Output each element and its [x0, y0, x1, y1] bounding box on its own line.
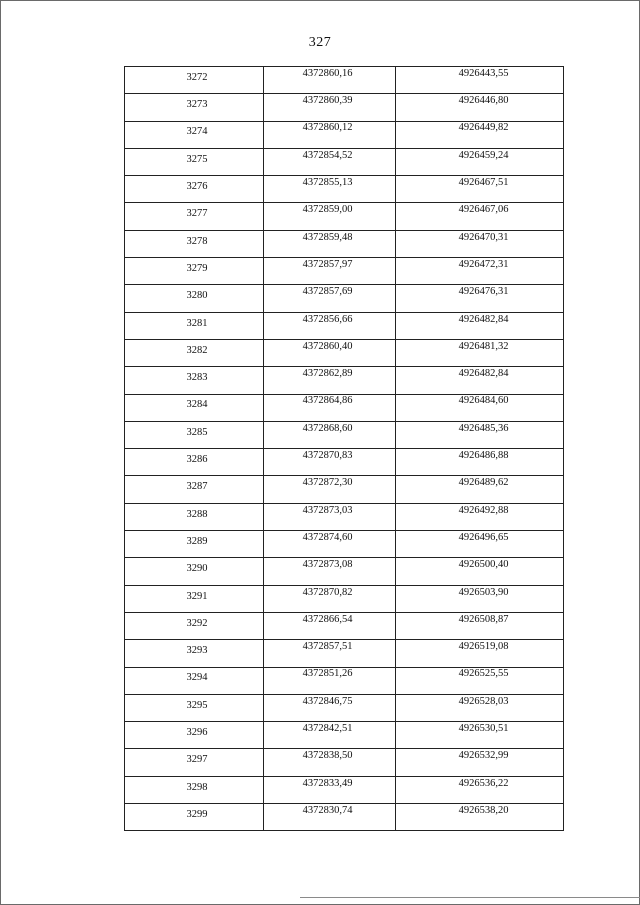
y-coordinate-cell	[396, 722, 564, 749]
table-row	[125, 285, 564, 312]
y-coordinate-cell-text: 4926492,88	[458, 504, 509, 516]
y-coordinate-cell	[396, 667, 564, 694]
point-number-cell	[125, 285, 264, 312]
y-coordinate-cell-text: 4926467,51	[458, 177, 509, 189]
table-row	[125, 230, 564, 257]
y-coordinate-cell-text: 4926530,51	[458, 723, 509, 735]
point-number-cell	[125, 476, 264, 503]
x-coordinate-cell-text: 4372859,48	[302, 231, 353, 243]
y-coordinate-cell-text: 4926508,87	[458, 613, 509, 625]
point-number-cell-text: 3282	[186, 344, 208, 356]
x-coordinate-cell	[264, 667, 396, 694]
y-coordinate-cell-text: 4926500,40	[458, 559, 509, 571]
y-coordinate-cell-text: 4926525,55	[458, 668, 509, 680]
point-number-cell-text: 3297	[186, 754, 208, 766]
y-coordinate-cell	[396, 176, 564, 203]
x-coordinate-cell-text: 4372860,12	[302, 122, 353, 134]
point-number-cell	[125, 503, 264, 530]
point-number-cell	[125, 612, 264, 639]
y-coordinate-cell-text: 4926486,88	[458, 450, 509, 462]
y-coordinate-cell-text: 4926538,20	[458, 804, 509, 816]
point-number-cell	[125, 667, 264, 694]
point-number-cell	[125, 230, 264, 257]
x-coordinate-cell	[264, 367, 396, 394]
point-number-cell	[125, 585, 264, 612]
y-coordinate-cell-text: 4926470,31	[458, 231, 509, 243]
point-number-cell-text: 3299	[186, 808, 208, 820]
point-number-cell-text: 3290	[186, 563, 208, 575]
x-coordinate-cell-text: 4372866,54	[302, 613, 353, 625]
x-coordinate-cell-text: 4372838,50	[302, 750, 353, 762]
point-number-cell	[125, 94, 264, 121]
x-coordinate-cell	[264, 94, 396, 121]
x-coordinate-cell	[264, 640, 396, 667]
table-row	[125, 749, 564, 776]
point-number-cell-text: 3279	[186, 262, 208, 274]
x-coordinate-cell	[264, 148, 396, 175]
table-row	[125, 339, 564, 366]
table-row	[125, 612, 564, 639]
x-coordinate-cell-text: 4372864,86	[302, 395, 353, 407]
point-number-cell	[125, 421, 264, 448]
y-coordinate-cell-text: 4926467,06	[458, 204, 509, 216]
y-coordinate-cell	[396, 94, 564, 121]
point-number-cell	[125, 339, 264, 366]
x-coordinate-cell	[264, 476, 396, 503]
y-coordinate-cell	[396, 640, 564, 667]
y-coordinate-cell-text: 4926503,90	[458, 586, 509, 598]
y-coordinate-cell-text: 4926472,31	[458, 258, 509, 270]
point-number-cell-text: 3285	[186, 426, 208, 438]
point-number-cell	[125, 258, 264, 285]
point-number-cell-text: 3278	[186, 235, 208, 247]
table-row	[125, 312, 564, 339]
x-coordinate-cell-text: 4372833,49	[302, 777, 353, 789]
x-coordinate-cell-text: 4372842,51	[302, 723, 353, 735]
point-number-cell-text: 3275	[186, 153, 208, 165]
point-number-cell	[125, 749, 264, 776]
point-number-cell-text: 3292	[186, 617, 208, 629]
y-coordinate-cell	[396, 394, 564, 421]
table-row	[125, 722, 564, 749]
table-row	[125, 449, 564, 476]
x-coordinate-cell	[264, 285, 396, 312]
x-coordinate-cell	[264, 421, 396, 448]
y-coordinate-cell	[396, 612, 564, 639]
point-number-cell	[125, 312, 264, 339]
x-coordinate-cell	[264, 449, 396, 476]
x-coordinate-cell-text: 4372873,03	[302, 504, 353, 516]
coordinates-table-body	[125, 67, 564, 831]
point-number-cell-text: 3284	[186, 399, 208, 411]
y-coordinate-cell	[396, 121, 564, 148]
y-coordinate-cell	[396, 804, 564, 831]
x-coordinate-cell	[264, 558, 396, 585]
y-coordinate-cell-text: 4926536,22	[458, 777, 509, 789]
point-number-cell-text: 3281	[186, 317, 208, 329]
x-coordinate-cell-text: 4372856,66	[302, 313, 353, 325]
x-coordinate-cell	[264, 804, 396, 831]
point-number-cell	[125, 531, 264, 558]
y-coordinate-cell	[396, 148, 564, 175]
x-coordinate-cell	[264, 722, 396, 749]
y-coordinate-cell	[396, 503, 564, 530]
y-coordinate-cell	[396, 585, 564, 612]
table-row	[125, 585, 564, 612]
point-number-cell	[125, 722, 264, 749]
bottom-edge-line	[300, 897, 640, 898]
point-number-cell	[125, 394, 264, 421]
x-coordinate-cell	[264, 176, 396, 203]
y-coordinate-cell-text: 4926484,60	[458, 395, 509, 407]
point-number-cell-text: 3296	[186, 727, 208, 739]
y-coordinate-cell-text: 4926489,62	[458, 477, 509, 489]
table-row	[125, 694, 564, 721]
table-row	[125, 94, 564, 121]
x-coordinate-cell-text: 4372860,16	[302, 67, 353, 79]
y-coordinate-cell-text: 4926519,08	[458, 641, 509, 653]
x-coordinate-cell-text: 4372846,75	[302, 695, 353, 707]
x-coordinate-cell	[264, 394, 396, 421]
x-coordinate-cell-text: 4372857,51	[302, 641, 353, 653]
point-number-cell	[125, 776, 264, 803]
x-coordinate-cell	[264, 230, 396, 257]
x-coordinate-cell	[264, 531, 396, 558]
point-number-cell-text: 3293	[186, 645, 208, 657]
x-coordinate-cell-text: 4372870,82	[302, 586, 353, 598]
point-number-cell	[125, 694, 264, 721]
point-number-cell	[125, 367, 264, 394]
point-number-cell-text: 3294	[186, 672, 208, 684]
point-number-cell-text: 3289	[186, 535, 208, 547]
x-coordinate-cell-text: 4372851,26	[302, 668, 353, 680]
x-coordinate-cell	[264, 67, 396, 94]
point-number-cell-text: 3287	[186, 481, 208, 493]
table-row	[125, 531, 564, 558]
table-row	[125, 67, 564, 94]
table-row	[125, 394, 564, 421]
x-coordinate-cell-text: 4372857,97	[302, 258, 353, 270]
x-coordinate-cell-text: 4372860,39	[302, 95, 353, 107]
x-coordinate-cell	[264, 312, 396, 339]
point-number-cell-text: 3276	[186, 181, 208, 193]
x-coordinate-cell-text: 4372830,74	[302, 804, 353, 816]
x-coordinate-cell-text: 4372873,08	[302, 559, 353, 571]
x-coordinate-cell	[264, 612, 396, 639]
page-number: 327	[308, 35, 332, 50]
y-coordinate-cell-text: 4926459,24	[458, 149, 509, 161]
x-coordinate-cell-text: 4372870,83	[302, 450, 353, 462]
x-coordinate-cell-text: 4372854,52	[302, 149, 353, 161]
y-coordinate-cell	[396, 531, 564, 558]
y-coordinate-cell	[396, 230, 564, 257]
point-number-cell	[125, 148, 264, 175]
y-coordinate-cell-text: 4926485,36	[458, 422, 509, 434]
x-coordinate-cell	[264, 339, 396, 366]
y-coordinate-cell-text: 4926443,55	[458, 67, 509, 79]
coordinates-table	[124, 66, 564, 831]
table-row	[125, 421, 564, 448]
point-number-cell-text: 3283	[186, 372, 208, 384]
y-coordinate-cell	[396, 367, 564, 394]
y-coordinate-cell-text: 4926482,84	[458, 313, 509, 325]
table-row	[125, 148, 564, 175]
y-coordinate-cell	[396, 749, 564, 776]
x-coordinate-cell-text: 4372874,60	[302, 531, 353, 543]
x-coordinate-cell	[264, 585, 396, 612]
y-coordinate-cell-text: 4926449,82	[458, 122, 509, 134]
y-coordinate-cell	[396, 558, 564, 585]
table-row	[125, 121, 564, 148]
x-coordinate-cell	[264, 258, 396, 285]
y-coordinate-cell-text: 4926446,80	[458, 95, 509, 107]
point-number-cell	[125, 804, 264, 831]
point-number-cell-text: 3295	[186, 699, 208, 711]
table-row	[125, 804, 564, 831]
point-number-cell-text: 3291	[186, 590, 208, 602]
table-row	[125, 476, 564, 503]
y-coordinate-cell	[396, 776, 564, 803]
y-coordinate-cell	[396, 339, 564, 366]
table-row	[125, 776, 564, 803]
y-coordinate-cell	[396, 449, 564, 476]
x-coordinate-cell-text: 4372859,00	[302, 204, 353, 216]
point-number-cell-text: 3288	[186, 508, 208, 520]
x-coordinate-cell-text: 4372857,69	[302, 286, 353, 298]
table-row	[125, 558, 564, 585]
table-row	[125, 503, 564, 530]
point-number-cell	[125, 67, 264, 94]
point-number-cell	[125, 176, 264, 203]
x-coordinate-cell-text: 4372855,13	[302, 177, 353, 189]
point-number-cell-text: 3286	[186, 454, 208, 466]
y-coordinate-cell	[396, 203, 564, 230]
table-row	[125, 667, 564, 694]
table-row	[125, 367, 564, 394]
point-number-cell	[125, 558, 264, 585]
x-coordinate-cell-text: 4372868,60	[302, 422, 353, 434]
x-coordinate-cell	[264, 121, 396, 148]
table-row	[125, 258, 564, 285]
point-number-cell	[125, 640, 264, 667]
x-coordinate-cell-text: 4372860,40	[302, 340, 353, 352]
y-coordinate-cell-text: 4926496,65	[458, 531, 509, 543]
point-number-cell-text: 3298	[186, 781, 208, 793]
y-coordinate-cell	[396, 312, 564, 339]
y-coordinate-cell	[396, 285, 564, 312]
point-number-cell-text: 3273	[186, 99, 208, 111]
x-coordinate-cell	[264, 776, 396, 803]
x-coordinate-cell	[264, 203, 396, 230]
point-number-cell-text: 3277	[186, 208, 208, 220]
point-number-cell-text: 3272	[186, 71, 208, 83]
x-coordinate-cell	[264, 503, 396, 530]
table-row	[125, 176, 564, 203]
y-coordinate-cell	[396, 694, 564, 721]
x-coordinate-cell-text: 4372862,89	[302, 368, 353, 380]
y-coordinate-cell	[396, 421, 564, 448]
point-number-cell	[125, 449, 264, 476]
y-coordinate-cell	[396, 476, 564, 503]
x-coordinate-cell-text: 4372872,30	[302, 477, 353, 489]
table-row	[125, 640, 564, 667]
y-coordinate-cell-text: 4926532,99	[458, 750, 509, 762]
table-row	[125, 203, 564, 230]
point-number-cell-text: 3274	[186, 126, 208, 138]
point-number-cell	[125, 121, 264, 148]
y-coordinate-cell-text: 4926481,32	[458, 340, 509, 352]
point-number-cell	[125, 203, 264, 230]
y-coordinate-cell-text: 4926476,31	[458, 286, 509, 298]
x-coordinate-cell	[264, 694, 396, 721]
y-coordinate-cell	[396, 258, 564, 285]
y-coordinate-cell	[396, 67, 564, 94]
y-coordinate-cell-text: 4926528,03	[458, 695, 509, 707]
y-coordinate-cell-text: 4926482,84	[458, 368, 509, 380]
point-number-cell-text: 3280	[186, 290, 208, 302]
x-coordinate-cell	[264, 749, 396, 776]
